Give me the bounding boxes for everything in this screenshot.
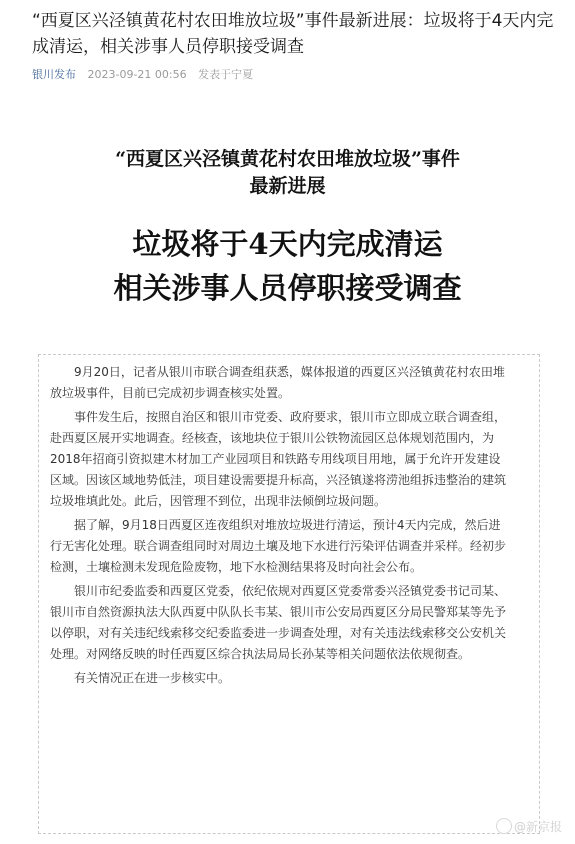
body-paragraph: 有关情况正在进一步核实中。	[74, 671, 231, 685]
article-title: “西夏区兴泾镇黄花村农田堆放垃圾”事件最新进展：垃圾将于4天内完成清运，相关涉事人员停职接受调查	[32, 11, 554, 57]
article-image-body	[50, 362, 512, 692]
weibo-icon	[496, 818, 512, 834]
watermark	[496, 818, 562, 835]
main-headline-line: 相关涉事人员停职接受调查	[113, 271, 462, 305]
sub-headline-line: 最新进展	[249, 175, 326, 197]
body-paragraph: 事件发生后，按照自治区和银川市党委、政府要求，银川市立即成立联合调查组，赴西夏区展开实地调查。经核查，该地块位于银川公铁物流园区总体规划范围内，为2018年招商引资拟建木材加工产业园项目和铁路专用线项目用地，属于允许开发建设区域。因该区域地势低洼，项目建设需要提升标高，兴泾镇遂将涝池组拆违整治的建筑垃圾堆填此处。此后，因管理不到位，出现非法倾倒垃圾问题。	[50, 410, 507, 508]
publish-location: 发表于宁夏	[198, 68, 254, 81]
body-paragraph: 银川市纪委监委和西夏区党委，依纪依规对西夏区党委常委兴泾镇党委书记司某、银川市自然资源执法大队西夏中队队长韦某、银川市公安局西夏区分局民警郑某等先予以停职，对有关违纪线索移交纪委监委进一步调查处理，对有关违法线索移交公安机关处理。对网络反映的时任西夏区综合执法局局长孙某等相关问题依法依规彻查。	[50, 584, 507, 661]
body-paragraph: 9月20日，记者从银川市联合调查组获悉，媒体报道的西夏区兴泾镇黄花村农田堆放垃圾事件，目前已完成初步调查核实处置。	[50, 365, 505, 400]
image-main-headline	[0, 222, 575, 310]
sub-headline-line: “西夏区兴泾镇黄花村农田堆放垃圾”事件	[115, 148, 460, 170]
image-sub-headline	[0, 146, 575, 200]
article-meta	[32, 66, 253, 82]
body-paragraph: 据了解，9月18日西夏区连夜组织对堆放垃圾进行清运，预计4天内完成，然后进行无害化处理。联合调查组同时对周边土壤及地下水进行污染评估调查并采样。经初步检测，土壤检测未发现危险废物，地下水检测结果将及时向社会公布。	[50, 518, 507, 574]
watermark-text: @新京报	[514, 820, 563, 834]
publish-date: 2023-09-21 00:56	[87, 68, 187, 81]
source-link[interactable]: 银川发布	[32, 68, 76, 81]
main-headline-line: 垃圾将于4天内完成清运	[132, 227, 443, 261]
